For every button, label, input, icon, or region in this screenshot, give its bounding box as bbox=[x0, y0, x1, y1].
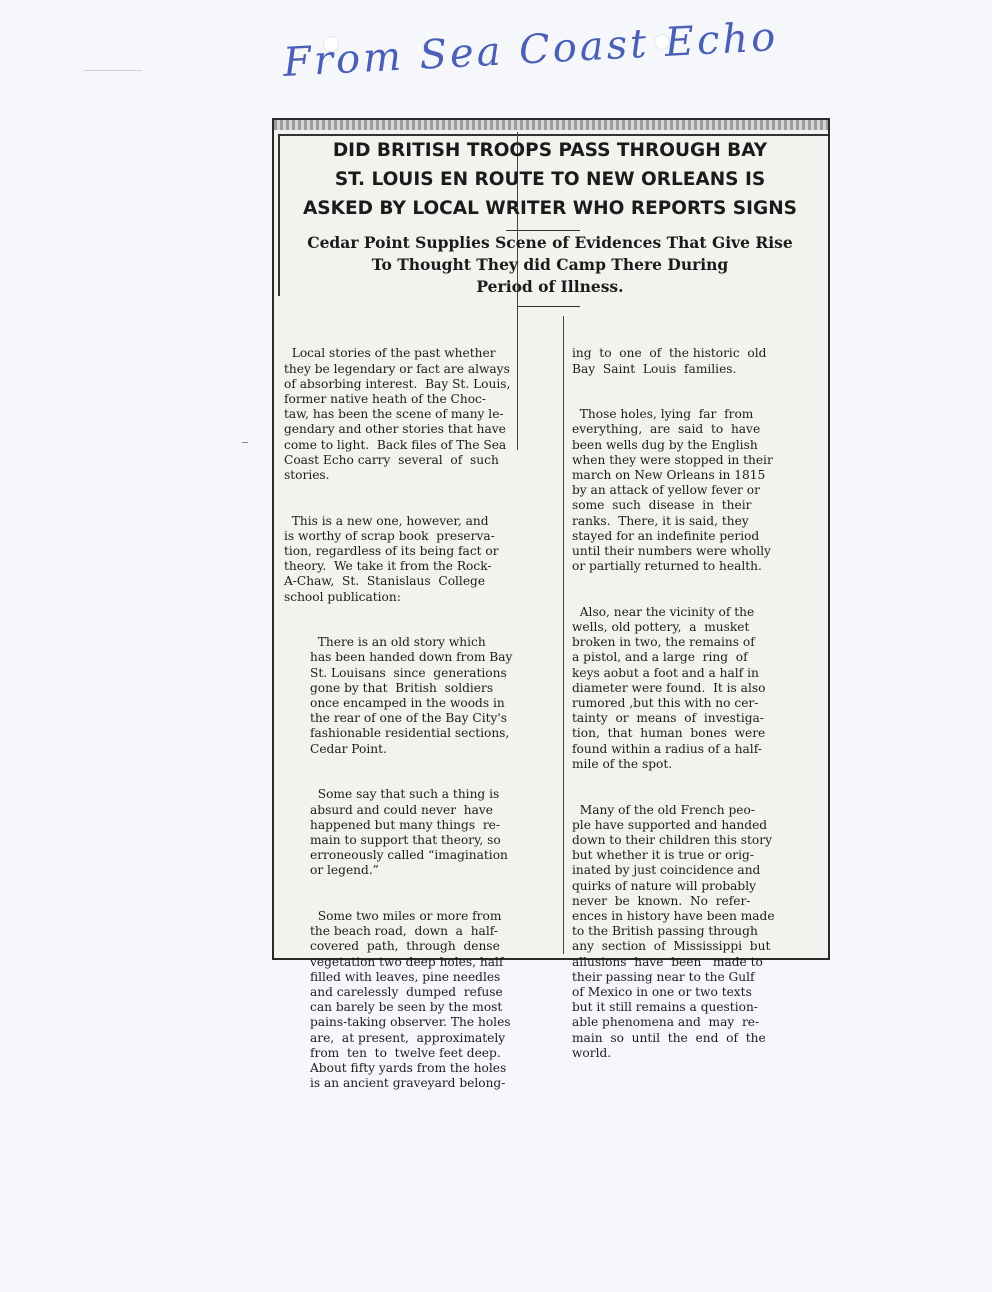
column-divider bbox=[563, 316, 564, 954]
quoted-paragraph: Some two miles or more from the beach road, down a half- covered path, through dense vegetation two deep holes, half filled with leaves, pine needles and carelessly dumped refuse can barely be seen by the most pains-taking observer. The holes are, at present, approximately from ten to twelve feet deep. About fifty yards from the holes is an ancient graveyard belong- bbox=[310, 908, 511, 1091]
article-paragraph: Those holes, lying far from everything, are said to have been wells dug by the English when they were stopped in their march on New Orleans in 1815 by an attack of yellow fever or some such disease in their ranks. There, it is said, they stayed for an indefinite period until their numbers were wholly or partially returned to health. bbox=[572, 407, 773, 574]
headline-rule bbox=[506, 230, 580, 231]
article-paragraph: This is a new one, however, and is worthy of scrap book preserva- tion, regardless of its being fact or theory. We take it from the Rock- A-Chaw, St. Stanislaus College school publication: bbox=[284, 513, 499, 604]
newspaper-clipping bbox=[272, 118, 830, 1091]
subheadline-rule bbox=[518, 306, 580, 307]
article-paragraph: Many of the old French peo- ple have supported and handed down to their children this story but whether it is true or orig- inated by just coincidence and quirks of nature will probably never be known. No refer- ences in history have been made to the British passing through any section of Mississippi but allusions have been made to their passing near to the Gulf of Mexico in one or two texts but it still remains a question- able phenomena and may re- main so until the end of the world. bbox=[572, 802, 775, 1060]
article-paragraph: ing to one of the historic old Bay Saint Louis families. bbox=[572, 346, 767, 376]
article-right-column bbox=[572, 316, 822, 1091]
stray-mark bbox=[242, 442, 248, 443]
headline: DID BRITISH TROOPS PASS THROUGH BAY ST. LOUIS EN ROUTE TO NEW ORLEANS IS ASKED BY LOCAL WRITER WHO REPORTS SIGNS bbox=[302, 140, 798, 219]
article-paragraph: Also, near the vicinity of the wells, old pottery, a musket broken in two, the remains of a pistol, and a large ring of keys aobut a foot and a half in diameter were found. It is also rumored ,but this with no cer- tainty or means of investiga- tion, that human bones were found within a radius of a half- mile of the spot. bbox=[572, 604, 766, 771]
article-left-column bbox=[284, 316, 552, 1122]
article-paragraph: Local stories of the past whether they be legendary or fact are always of absorbing interest. Bay St. Louis, former native heath of the Choc- taw, has been the scene of many le- gendary and other stories that have come to light. Back files of The Sea Coast Echo carry several of such stories. bbox=[284, 346, 511, 483]
quoted-paragraph: Some say that such a thing is absurd and could never have happened but many things re- main to support that theory, so erroneously called “imagination or legend.” bbox=[310, 787, 508, 878]
handwritten-note: From Sea Coast Echo bbox=[282, 14, 780, 86]
quoted-paragraph: There is an old story which has been handed down from Bay St. Louisans since generations gone by that British soldiers once encamped in the woods in the rear of one of the Bay City's fashionable residential sections, Cedar Point. bbox=[310, 635, 513, 756]
torn-top-edge bbox=[274, 120, 828, 130]
stray-mark bbox=[84, 70, 142, 71]
subheadline: Cedar Point Supplies Scene of Evidences That Give Rise To Thought They did Camp There During Period of Illness. bbox=[307, 233, 793, 296]
